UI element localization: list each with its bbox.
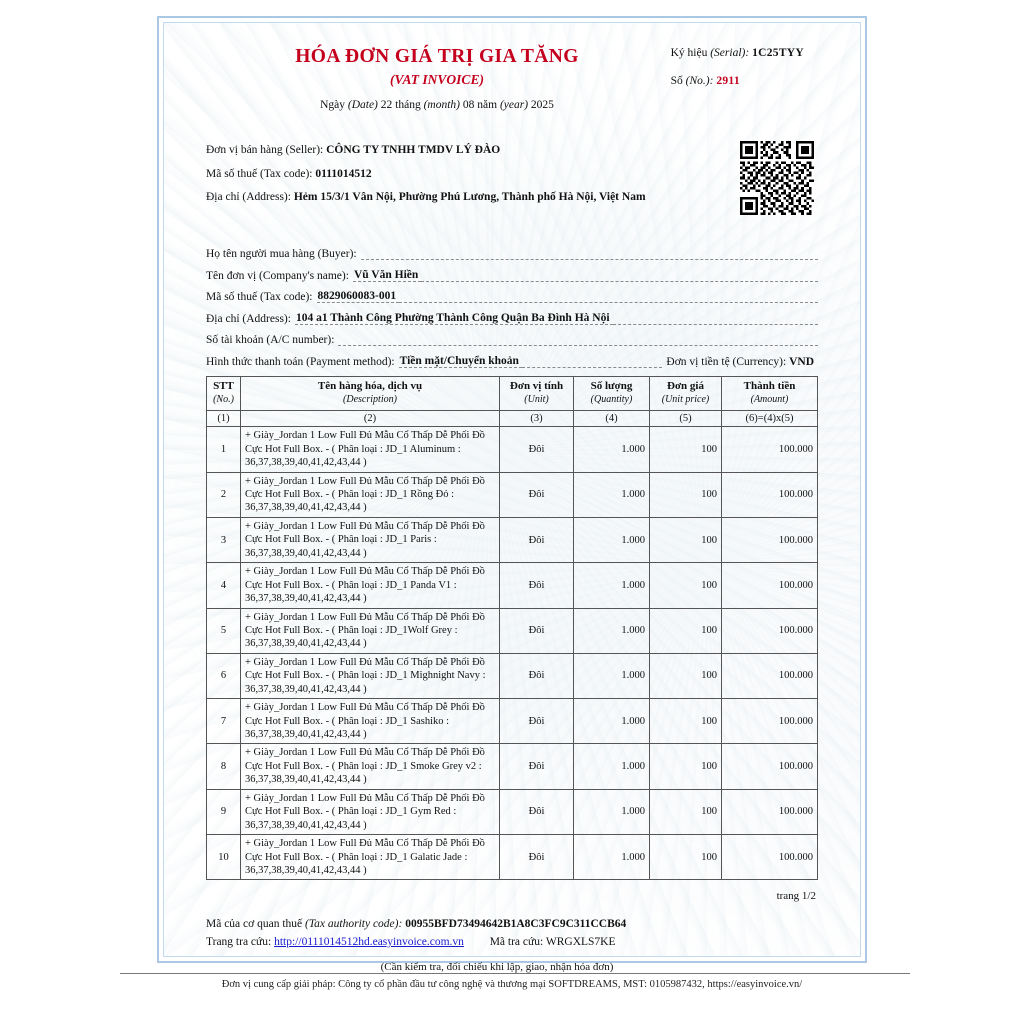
buyer-address-row <box>206 312 818 325</box>
table-row <box>207 699 818 744</box>
seller-name-row <box>206 145 818 157</box>
table-row <box>207 744 818 789</box>
payment-label-en: (Payment method): <box>306 355 395 368</box>
seller-name-label-en: (Seller): <box>285 144 324 156</box>
cell-quantity: 1.000 <box>574 427 650 472</box>
cell-no: 3 <box>207 517 241 562</box>
table-header-row <box>207 377 818 411</box>
cell-description: + Giày_Jordan 1 Low Full Đủ Mẫu Cổ Thấp Dễ Phối Đồ Cực Hot Full Box. - ( Phân loại : JD_1 Paris : 36,37,38,39,40,41,42,43,44 ) <box>241 517 500 562</box>
invoice-content <box>164 23 860 976</box>
payment-field[interactable] <box>522 355 663 368</box>
cell-description: + Giày_Jordan 1 Low Full Đủ Mẫu Cổ Thấp Dễ Phối Đồ Cực Hot Full Box. - ( Phân loại : JD_1 Panda V1 : 36,37,38,39,40,41,42,43,44 ) <box>241 563 500 608</box>
table-row <box>207 789 818 834</box>
header-description <box>241 377 500 411</box>
buyer-account-field[interactable] <box>338 333 818 346</box>
date-month-label-en: (month) <box>423 99 460 112</box>
header-no-vi: STT <box>213 380 234 392</box>
cell-unit-price: 100 <box>650 835 722 880</box>
buyer-address-label: Địa chỉ <box>206 312 240 325</box>
index-quantity: (4) <box>574 411 650 427</box>
buyer-company-label-group <box>206 270 353 282</box>
tax-authority-label: Mã của cơ quan thuế <box>206 918 303 931</box>
buyer-company-label: Tên đơn vị <box>206 269 257 282</box>
buyer-account-label-group <box>206 334 338 346</box>
cell-quantity: 1.000 <box>574 472 650 517</box>
number-row <box>671 75 804 88</box>
cell-description: + Giày_Jordan 1 Low Full Đủ Mẫu Cổ Thấp Dễ Phối Đồ Cực Hot Full Box. - ( Phân loại : JD_1 Rồng Đỏ : 36,37,38,39,40,41,42,43,44 ) <box>241 472 500 517</box>
tax-footer <box>206 916 818 976</box>
seller-tax-row <box>206 169 818 181</box>
cell-amount: 100.000 <box>722 563 818 608</box>
header-unit <box>500 377 574 411</box>
seller-tax-label: Mã số thuế <box>206 167 258 180</box>
cell-amount: 100.000 <box>722 608 818 653</box>
cell-quantity: 1.000 <box>574 789 650 834</box>
cell-unit: Đôi <box>500 653 574 698</box>
header-unit-price-vi: Đơn giá <box>667 380 704 392</box>
page-counter: trang 1/2 <box>776 890 816 903</box>
buyer-tax-field[interactable] <box>399 290 818 303</box>
page-subtitle: (VAT INVOICE) <box>390 72 484 88</box>
cell-unit: Đôi <box>500 608 574 653</box>
tax-authority-value: 00955BFD73494642B1A8C3FC9C311CCB64 <box>405 918 627 931</box>
buyer-company-row <box>206 269 818 282</box>
header-unit-en: (Unit) <box>524 393 549 405</box>
index-amount: (6)=(4)x(5) <box>722 411 818 427</box>
cell-description: + Giày_Jordan 1 Low Full Đủ Mẫu Cổ Thấp Dễ Phối Đồ Cực Hot Full Box. - ( Phân loại : JD_1Wolf Grey : 36,37,38,39,40,41,42,43,44 ) <box>241 608 500 653</box>
lookup-code-value: WRGXLS7KE <box>545 936 616 949</box>
date-month-label: tháng <box>395 99 421 112</box>
cell-description: + Giày_Jordan 1 Low Full Đủ Mẫu Cổ Thấp Dễ Phối Đồ Cực Hot Full Box. - ( Phân loại : JD_1 Gym Red : 36,37,38,39,40,41,42,43,44 ) <box>241 789 500 834</box>
seller-name-label: Đơn vị bán hàng <box>206 144 283 156</box>
cell-description: + Giày_Jordan 1 Low Full Đủ Mẫu Cổ Thấp Dễ Phối Đồ Cực Hot Full Box. - ( Phân loại : JD_1 Sashiko : 36,37,38,39,40,41,42,43,44 ) <box>241 699 500 744</box>
currency-label-en: (Currency): <box>732 355 787 368</box>
cell-unit-price: 100 <box>650 472 722 517</box>
header-unit-price <box>650 377 722 411</box>
index-unit: (3) <box>500 411 574 427</box>
page-title: HÓA ĐƠN GIÁ TRỊ GIA TĂNG <box>295 46 579 67</box>
cell-unit: Đôi <box>500 563 574 608</box>
buyer-address-field[interactable] <box>613 312 818 325</box>
buyer-person-row <box>206 247 818 260</box>
solution-provider-text: Đơn vị cung cấp giải pháp: Công ty cổ phần đầu tư công nghệ và thương mại SOFTDREAMS, MST: 0105987432, https://easyinvoice.vn/ <box>221 979 803 990</box>
header-amount <box>722 377 818 411</box>
date-month-value: 08 <box>462 99 475 112</box>
table-column-index-row <box>207 411 818 427</box>
header-description-vi: Tên hàng hóa, dịch vụ <box>317 380 423 392</box>
serial-label-en: (Serial): <box>710 47 750 59</box>
buyer-person-label-group <box>206 248 361 260</box>
header-amount-vi: Thành tiền <box>743 380 796 392</box>
cell-no: 7 <box>207 699 241 744</box>
cell-unit-price: 100 <box>650 744 722 789</box>
cell-description: + Giày_Jordan 1 Low Full Đủ Mẫu Cổ Thấp Dễ Phối Đồ Cực Hot Full Box. - ( Phân loại : JD_1 Aluminum : 36,37,38,39,40,41,42,43,44 ) <box>241 427 500 472</box>
currency-value: VND <box>789 355 814 368</box>
number-label-en: (No.): <box>685 74 714 87</box>
payment-label: Hình thức thanh toán <box>206 355 304 368</box>
cell-unit: Đôi <box>500 835 574 880</box>
buyer-account-label: Số tài khoản <box>206 334 264 346</box>
cell-unit-price: 100 <box>650 427 722 472</box>
cell-quantity: 1.000 <box>574 653 650 698</box>
buyer-tax-label-group <box>206 291 317 303</box>
seller-address-label: Địa chỉ <box>206 191 240 203</box>
seller-section <box>206 145 818 231</box>
cell-unit-price: 100 <box>650 699 722 744</box>
cell-no: 8 <box>207 744 241 789</box>
cell-amount: 100.000 <box>722 653 818 698</box>
table-row <box>207 653 818 698</box>
cell-unit-price: 100 <box>650 789 722 834</box>
table-body <box>207 427 818 880</box>
cell-no: 10 <box>207 835 241 880</box>
cell-unit: Đôi <box>500 517 574 562</box>
date-year-label: năm <box>477 99 498 112</box>
header-description-en: (Description) <box>343 393 397 405</box>
cell-unit-price: 100 <box>650 563 722 608</box>
cell-unit: Đôi <box>500 427 574 472</box>
cell-amount: 100.000 <box>722 744 818 789</box>
seller-name-value: CÔNG TY TNHH TMDV LÝ ĐÀO <box>326 144 501 156</box>
buyer-tax-label-en: (Tax code): <box>259 291 313 303</box>
date-prefix-label-en: (Date) <box>347 99 378 112</box>
lookup-row <box>206 934 818 952</box>
cell-no: 1 <box>207 427 241 472</box>
verification-note: (Cần kiểm tra, đối chiếu khi lập, giao, nhận hóa đơn) <box>380 961 614 973</box>
cell-quantity: 1.000 <box>574 608 650 653</box>
currency-label: Đơn vị tiền tệ <box>666 355 730 368</box>
date-day-value: 22 <box>380 99 393 112</box>
table-head <box>207 377 818 427</box>
buyer-person-label-en: (Buyer): <box>317 248 357 260</box>
cell-quantity: 1.000 <box>574 517 650 562</box>
cell-no: 4 <box>207 563 241 608</box>
cell-unit: Đôi <box>500 699 574 744</box>
serial-value: 1C25TYY <box>752 47 804 59</box>
header-no <box>207 377 241 411</box>
cell-amount: 100.000 <box>722 699 818 744</box>
table-row <box>207 563 818 608</box>
buyer-section <box>206 247 818 368</box>
cell-quantity: 1.000 <box>574 835 650 880</box>
cell-quantity: 1.000 <box>574 744 650 789</box>
date-year-label-en: (year) <box>499 99 529 112</box>
date-prefix-label: Ngày <box>320 99 345 112</box>
invoice-items-table <box>206 376 818 880</box>
cell-amount: 100.000 <box>722 835 818 880</box>
tax-authority-label-en: (Tax authority code): <box>305 918 403 931</box>
lookup-code-label: Mã tra cứu: <box>489 936 544 949</box>
buyer-tax-label: Mã số thuế <box>206 291 258 303</box>
cell-unit: Đôi <box>500 472 574 517</box>
buyer-person-label: Họ tên người mua hàng <box>206 248 315 260</box>
cell-unit-price: 100 <box>650 517 722 562</box>
buyer-account-row <box>206 333 818 346</box>
buyer-tax-value: 8829060083-001 <box>317 290 400 303</box>
buyer-company-value: Vũ Văn Hiền <box>353 269 421 282</box>
number-value: 2911 <box>716 74 740 87</box>
buyer-company-field[interactable] <box>421 269 818 282</box>
lookup-url-link[interactable]: http://0111014512hd.easyinvoice.com.vn <box>274 936 464 949</box>
lookup-label: Trang tra cứu: <box>206 936 272 949</box>
buyer-address-value: 104 a1 Thành Công Phường Thành Công Quận Ba Đình Hà Nội <box>295 312 613 325</box>
cell-amount: 100.000 <box>722 517 818 562</box>
seller-address-row <box>206 192 818 204</box>
header-amount-en: (Amount) <box>750 393 789 405</box>
table-row <box>207 835 818 880</box>
invoice-header <box>206 45 818 131</box>
header-quantity-en: (Quantity) <box>590 393 633 405</box>
table-row <box>207 517 818 562</box>
payment-value: Tiền mặt/Chuyển khoản <box>399 355 522 368</box>
buyer-address-label-group <box>206 313 295 325</box>
cell-unit-price: 100 <box>650 608 722 653</box>
date-year-value: 2025 <box>530 99 554 112</box>
header-no-en: (No.) <box>213 393 234 405</box>
cell-no: 2 <box>207 472 241 517</box>
cell-unit: Đôi <box>500 744 574 789</box>
cell-description: + Giày_Jordan 1 Low Full Đủ Mẫu Cổ Thấp Dễ Phối Đồ Cực Hot Full Box. - ( Phân loại : JD_1 Smoke Grey v2 : 36,37,38,39,40,41,42,43,44 ) <box>241 744 500 789</box>
cell-unit: Đôi <box>500 789 574 834</box>
number-label: Số <box>670 74 683 87</box>
serial-number-block <box>671 47 804 102</box>
index-no: (1) <box>207 411 241 427</box>
serial-row <box>671 47 804 60</box>
buyer-person-field[interactable] <box>361 247 818 260</box>
cell-amount: 100.000 <box>722 427 818 472</box>
cell-quantity: 1.000 <box>574 699 650 744</box>
buyer-address-label-en: (Address): <box>242 312 291 325</box>
serial-label: Ký hiệu <box>670 47 708 59</box>
buyer-tax-row <box>206 290 818 303</box>
qr-code-icon <box>740 141 814 215</box>
buyer-company-label-en: (Company's name): <box>259 269 349 282</box>
seller-tax-value: 0111014512 <box>315 167 372 180</box>
header-quantity <box>574 377 650 411</box>
cell-description: + Giày_Jordan 1 Low Full Đủ Mẫu Cổ Thấp Dễ Phối Đồ Cực Hot Full Box. - ( Phân loại : JD_1 Mighnight Navy : 36,37,38,39,40,41,42,43,44 ) <box>241 653 500 698</box>
cell-description: + Giày_Jordan 1 Low Full Đủ Mẫu Cổ Thấp Dễ Phối Đồ Cực Hot Full Box. - ( Phân loại : JD_1 Galatic Jade : 36,37,38,39,40,41,42,43,44 ) <box>241 835 500 880</box>
cell-no: 9 <box>207 789 241 834</box>
header-quantity-vi: Số lượng <box>590 380 633 392</box>
index-unit-price: (5) <box>650 411 722 427</box>
cell-quantity: 1.000 <box>574 563 650 608</box>
cell-no: 6 <box>207 653 241 698</box>
table-row <box>207 472 818 517</box>
invoice-page <box>157 16 867 973</box>
seller-address-value: Hẻm 15/3/1 Vân Nội, Phường Phú Lương, Thành phố Hà Nội, Việt Nam <box>293 191 646 203</box>
cell-unit-price: 100 <box>650 653 722 698</box>
payment-label-group <box>206 356 399 368</box>
buyer-account-label-en: (A/C number): <box>266 334 335 346</box>
table-row <box>207 427 818 472</box>
index-description: (2) <box>241 411 500 427</box>
tax-authority-row <box>206 916 818 934</box>
table-row <box>207 608 818 653</box>
payment-currency-row <box>206 355 818 368</box>
cell-amount: 100.000 <box>722 472 818 517</box>
cell-no: 5 <box>207 608 241 653</box>
currency-label-group <box>662 356 818 368</box>
invoice-page-inner <box>163 22 861 973</box>
header-unit-vi: Đơn vị tính <box>509 380 564 392</box>
cell-amount: 100.000 <box>722 789 818 834</box>
header-unit-price-en: (Unit price) <box>661 393 710 405</box>
seller-tax-label-en: (Tax code): <box>259 167 313 180</box>
seller-address-label-en: (Address): <box>242 191 291 203</box>
